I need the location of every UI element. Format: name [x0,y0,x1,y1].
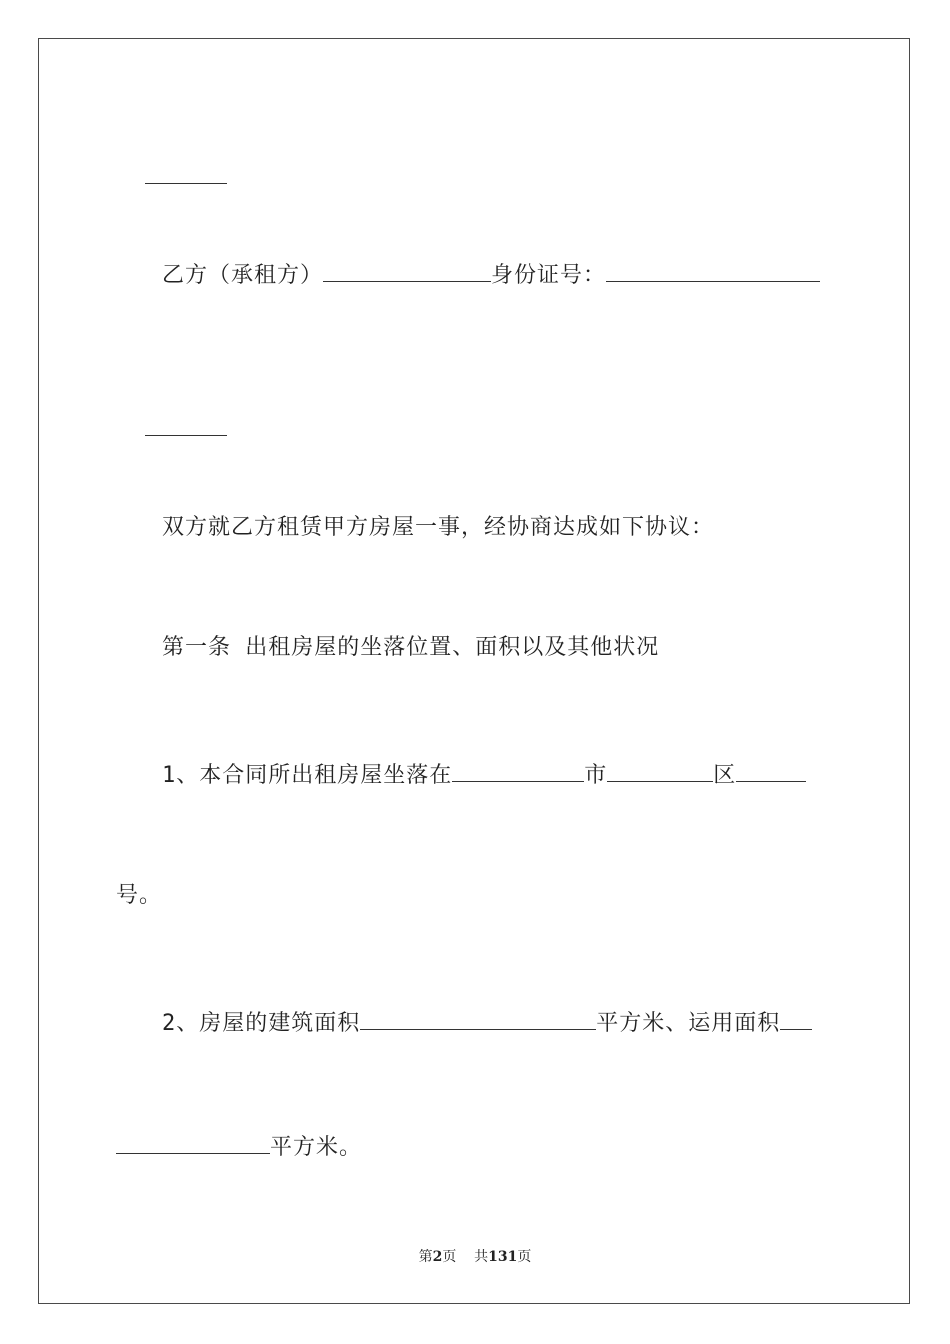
fill-blank[interactable] [145,164,227,184]
id-number-blank-continued[interactable] [145,416,227,436]
location-blank[interactable] [452,762,584,782]
article-one-title: 第一条 出租房屋的坐落位置、面积以及其他状况 [162,635,660,660]
item-2-line [162,1010,812,1038]
item-2-continuation [116,1134,362,1162]
page-number: 2 [432,1249,443,1265]
id-number-label: 身份证号： [491,263,607,288]
district-blank[interactable] [736,762,806,782]
usable-area-blank[interactable] [780,1010,812,1030]
item-1-number: 号。 [116,883,163,908]
city-blank[interactable] [607,762,713,782]
city-label: 市 [584,763,608,788]
page-footer [0,1246,950,1266]
page-label: 第 [418,1249,433,1265]
district-label: 区 [713,763,737,788]
agreement-intro: 双方就乙方租赁甲方房屋一事，经协商达成如下协议： [162,515,715,540]
tenant-label: 乙方（承租方） [162,263,324,288]
blank-line-top [116,136,227,192]
tenant-name-blank[interactable] [323,262,491,282]
id-number-blank[interactable] [606,262,820,282]
blank-line-continuation [116,388,227,444]
total-pages: 131 [488,1249,518,1265]
item-1-prefix: 1、本合同所出租房屋坐落在 [162,763,453,788]
item-2-mid: 平方米、运用面积 [596,1011,781,1036]
item-1-line [162,762,806,790]
building-area-blank[interactable] [360,1010,596,1030]
item-2-prefix: 2、房屋的建筑面积 [162,1011,361,1036]
tenant-line [162,262,820,290]
usable-area-blank-continued[interactable] [116,1134,270,1154]
item-2-suffix: 平方米。 [270,1135,363,1160]
page-unit: 页 [442,1249,457,1265]
total-unit: 页 [517,1249,532,1265]
total-label: 共 [474,1249,489,1265]
page-border [38,38,910,1304]
